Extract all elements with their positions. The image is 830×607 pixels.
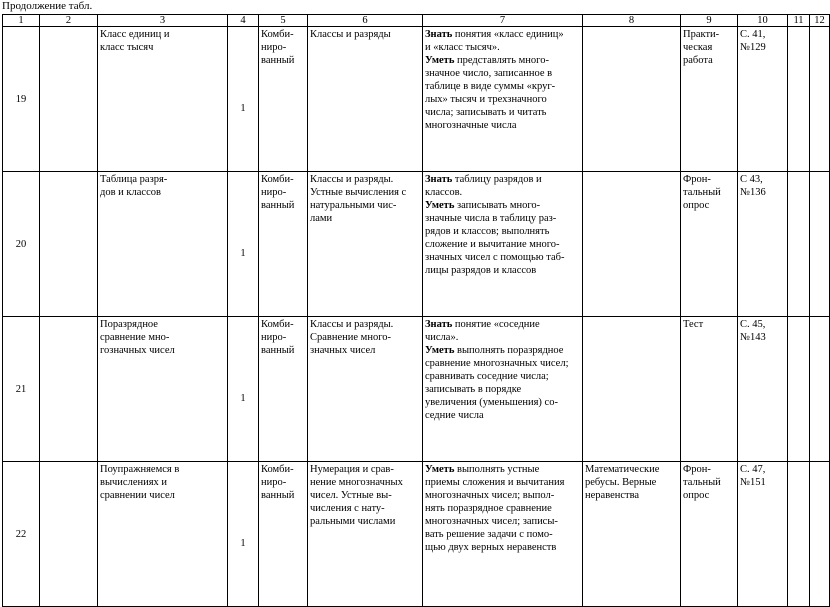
requirement-line xyxy=(425,528,580,541)
cell-line: ральными числами xyxy=(310,516,396,527)
requirement-line xyxy=(425,199,580,212)
cell-line: №136 xyxy=(740,187,766,198)
homework-page xyxy=(738,27,788,172)
lesson-type xyxy=(259,172,308,317)
cell-line: Класс единиц и xyxy=(100,29,170,40)
requirement-line xyxy=(425,54,580,67)
cell-line: Таблица разря- xyxy=(100,174,168,185)
extra-content xyxy=(583,462,681,607)
requirement-line xyxy=(425,186,580,199)
requirement-text: сравнение многозначных чисел; xyxy=(425,358,569,369)
cell-line: Классы и разряды. xyxy=(310,174,394,185)
cell-line: неравенства xyxy=(585,490,640,501)
requirement-text: числа; записывать и читать xyxy=(425,107,547,118)
col-header: 12 xyxy=(810,15,830,27)
cell-line: Фрон- xyxy=(683,174,711,185)
requirement-line xyxy=(425,28,580,41)
table-caption: Продолжение табл. xyxy=(2,0,93,12)
empty-cell xyxy=(810,317,830,462)
cell-line: Классы и разряды. xyxy=(310,319,394,330)
requirement-text: многозначные числа xyxy=(425,120,517,131)
cell-line: гозначных чисел xyxy=(100,345,175,356)
empty-cell xyxy=(788,462,810,607)
lesson-topic xyxy=(98,27,228,172)
lesson-type xyxy=(259,27,308,172)
requirement-text: рядов и классов; выполнять xyxy=(425,226,550,237)
requirement-text: понятия «класс единиц» xyxy=(452,29,564,40)
requirement-line xyxy=(425,476,580,489)
homework-page xyxy=(738,317,788,462)
requirement-line xyxy=(425,67,580,80)
cell-line: С. 41, xyxy=(740,29,766,40)
requirement-text: и «класс тысяч». xyxy=(425,42,500,53)
date-cell xyxy=(40,462,98,607)
student-requirements xyxy=(423,317,583,462)
cell-line: класс тысяч xyxy=(100,42,154,53)
requirement-text: записывать в порядке xyxy=(425,384,522,395)
requirement-text: выполнять устные xyxy=(454,464,540,475)
requirement-keyword: Уметь xyxy=(425,55,455,66)
lesson-topic xyxy=(98,317,228,462)
col-header: 2 xyxy=(40,15,98,27)
lesson-content xyxy=(308,317,423,462)
cell-line: ванный xyxy=(261,345,295,356)
control-form xyxy=(681,462,738,607)
col-header: 11 xyxy=(788,15,810,27)
col-header: 4 xyxy=(228,15,259,27)
lesson-content xyxy=(308,27,423,172)
date-cell xyxy=(40,172,98,317)
cell-line: С. 45, xyxy=(740,319,766,330)
cell-line: Фрон- xyxy=(683,464,711,475)
hours-count: 1 xyxy=(228,27,259,172)
extra-content xyxy=(583,27,681,172)
cell-line: С 43, xyxy=(740,174,763,185)
cell-line: ниро- xyxy=(261,42,287,53)
cell-line: ванный xyxy=(261,55,295,66)
table-row xyxy=(3,462,830,607)
lesson-number: 22 xyxy=(3,462,40,607)
control-form xyxy=(681,172,738,317)
requirement-line xyxy=(425,212,580,225)
cell-line: значных чисел xyxy=(310,345,376,356)
lesson-type xyxy=(259,317,308,462)
requirement-text: таблице в виде суммы «круг- xyxy=(425,81,556,92)
cell-line: Комби- xyxy=(261,174,294,185)
cell-line: опрос xyxy=(683,200,710,211)
requirement-line xyxy=(425,489,580,502)
requirement-line xyxy=(425,41,580,54)
cell-line: лами xyxy=(310,213,333,224)
empty-cell xyxy=(810,172,830,317)
lesson-topic xyxy=(98,172,228,317)
cell-line: Комби- xyxy=(261,464,294,475)
requirement-keyword: Знать xyxy=(425,174,453,185)
cell-line: опрос xyxy=(683,490,710,501)
requirement-line xyxy=(425,370,580,383)
requirement-line xyxy=(425,238,580,251)
requirement-text: таблицу разрядов и xyxy=(452,174,542,185)
lesson-plan-table xyxy=(2,14,830,607)
student-requirements xyxy=(423,172,583,317)
requirement-line xyxy=(425,119,580,132)
requirement-keyword: Уметь xyxy=(425,200,455,211)
requirement-text: понятие «соседние xyxy=(452,319,540,330)
hours-count: 1 xyxy=(228,172,259,317)
requirement-line xyxy=(425,344,580,357)
requirement-line xyxy=(425,251,580,264)
requirement-text: классов. xyxy=(425,187,463,198)
requirement-text: значные числа в таблицу раз- xyxy=(425,213,557,224)
col-header: 9 xyxy=(681,15,738,27)
requirement-text: представлять много- xyxy=(454,55,549,66)
requirement-line xyxy=(425,80,580,93)
cell-line: натуральными чис- xyxy=(310,200,397,211)
hours-count: 1 xyxy=(228,317,259,462)
lesson-number: 19 xyxy=(3,27,40,172)
requirement-text: увеличения (уменьшения) со- xyxy=(425,397,558,408)
col-header: 10 xyxy=(738,15,788,27)
student-requirements xyxy=(423,27,583,172)
col-header: 1 xyxy=(3,15,40,27)
col-header: 6 xyxy=(308,15,423,27)
empty-cell xyxy=(810,27,830,172)
header-row xyxy=(3,15,830,27)
cell-line: Тест xyxy=(683,319,704,330)
table-row xyxy=(3,27,830,172)
col-header: 7 xyxy=(423,15,583,27)
control-form xyxy=(681,317,738,462)
requirement-line xyxy=(425,502,580,515)
cell-line: Практи- xyxy=(683,29,720,40)
cell-line: ребусы. Верные xyxy=(585,477,657,488)
date-cell xyxy=(40,317,98,462)
cell-line: сравнение мно- xyxy=(100,332,170,343)
requirement-text: многозначных чисел; выпол- xyxy=(425,490,555,501)
requirement-text: лицы разрядов и классов xyxy=(425,265,537,276)
date-cell xyxy=(40,27,98,172)
requirement-text: выполнять поразрядное xyxy=(454,345,564,356)
cell-line: работа xyxy=(683,55,713,66)
requirement-keyword: Знать xyxy=(425,319,453,330)
requirement-keyword: Уметь xyxy=(425,345,455,356)
requirement-line xyxy=(425,93,580,106)
lesson-content xyxy=(308,462,423,607)
cell-line: Нумерация и срав- xyxy=(310,464,394,475)
cell-line: вычислениях и xyxy=(100,477,168,488)
requirement-text: значных чисел с помощью таб- xyxy=(425,252,565,263)
requirement-line xyxy=(425,264,580,277)
cell-line: числения с нату- xyxy=(310,503,385,514)
requirement-line xyxy=(425,173,580,186)
requirement-line xyxy=(425,409,580,422)
homework-page xyxy=(738,172,788,317)
requirement-text: многозначных чисел; записы- xyxy=(425,516,558,527)
cell-line: Устные вычисления с xyxy=(310,187,407,198)
control-form xyxy=(681,27,738,172)
col-header: 5 xyxy=(259,15,308,27)
requirement-keyword: Уметь xyxy=(425,464,455,475)
requirement-text: щью двух верных неравенств xyxy=(425,542,557,553)
requirement-text: лых» тысяч и трехзначного xyxy=(425,94,547,105)
requirement-text: вать решение задачи с помо- xyxy=(425,529,553,540)
cell-line: №143 xyxy=(740,332,766,343)
cell-line: нение многозначных xyxy=(310,477,403,488)
student-requirements xyxy=(423,462,583,607)
cell-line: Комби- xyxy=(261,319,294,330)
empty-cell xyxy=(788,27,810,172)
cell-line: дов и классов xyxy=(100,187,161,198)
table-row xyxy=(3,172,830,317)
empty-cell xyxy=(788,172,810,317)
requirement-text: седние числа xyxy=(425,410,484,421)
col-header: 3 xyxy=(98,15,228,27)
requirement-line xyxy=(425,357,580,370)
requirement-line xyxy=(425,225,580,238)
requirement-text: сравнивать соседние числа; xyxy=(425,371,549,382)
cell-line: Поупражняемся в xyxy=(100,464,180,475)
requirement-line xyxy=(425,318,580,331)
lesson-number: 20 xyxy=(3,172,40,317)
cell-line: Поразрядное xyxy=(100,319,158,330)
cell-line: ванный xyxy=(261,490,295,501)
requirement-text: записывать много- xyxy=(454,200,541,211)
cell-line: ниро- xyxy=(261,477,287,488)
requirement-text: числа». xyxy=(425,332,459,343)
cell-line: тальный xyxy=(683,477,721,488)
lesson-number: 21 xyxy=(3,317,40,462)
empty-cell xyxy=(810,462,830,607)
requirement-text: сложение и вычитание много- xyxy=(425,239,560,250)
extra-content xyxy=(583,317,681,462)
requirement-keyword: Знать xyxy=(425,29,453,40)
cell-line: ванный xyxy=(261,200,295,211)
requirement-line xyxy=(425,463,580,476)
cell-line: ниро- xyxy=(261,187,287,198)
cell-line: тальный xyxy=(683,187,721,198)
lesson-content xyxy=(308,172,423,317)
lesson-type xyxy=(259,462,308,607)
cell-line: №151 xyxy=(740,477,766,488)
requirement-text: нять поразрядное сравнение xyxy=(425,503,552,514)
cell-line: чисел. Устные вы- xyxy=(310,490,392,501)
empty-cell xyxy=(788,317,810,462)
cell-line: ческая xyxy=(683,42,713,53)
extra-content xyxy=(583,172,681,317)
lesson-topic xyxy=(98,462,228,607)
cell-line: Сравнение много- xyxy=(310,332,391,343)
cell-line: С. 47, xyxy=(740,464,766,475)
cell-line: сравнении чисел xyxy=(100,490,175,501)
homework-page xyxy=(738,462,788,607)
requirement-line xyxy=(425,331,580,344)
cell-line: Комби- xyxy=(261,29,294,40)
requirement-text: приемы сложения и вычитания xyxy=(425,477,565,488)
requirement-line xyxy=(425,541,580,554)
requirement-line xyxy=(425,383,580,396)
cell-line: Математические xyxy=(585,464,660,475)
requirement-line xyxy=(425,515,580,528)
col-header: 8 xyxy=(583,15,681,27)
cell-line: №129 xyxy=(740,42,766,53)
hours-count: 1 xyxy=(228,462,259,607)
requirement-line xyxy=(425,106,580,119)
table-row xyxy=(3,317,830,462)
cell-line: Классы и разряды xyxy=(310,29,391,40)
requirement-text: значное число, записанное в xyxy=(425,68,553,79)
cell-line: ниро- xyxy=(261,332,287,343)
requirement-line xyxy=(425,396,580,409)
